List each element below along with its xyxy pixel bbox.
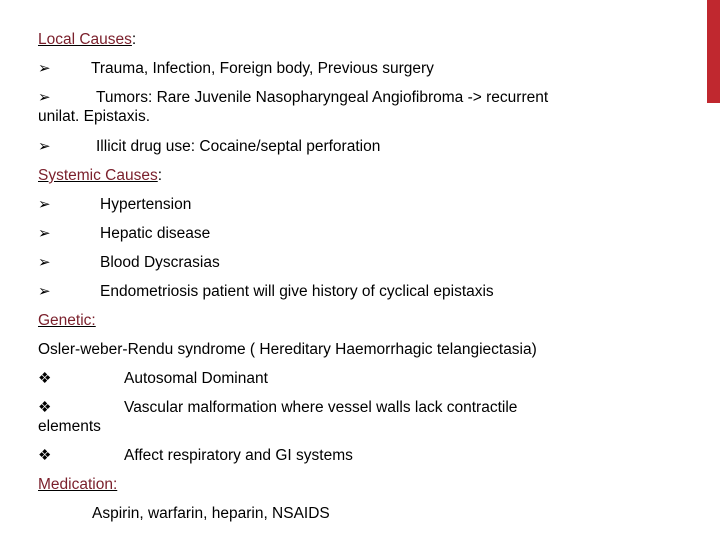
- local-causes-heading: Local Causes:: [38, 31, 137, 48]
- accent-bar: [707, 0, 720, 103]
- local-cause-item: Illicit drug use: Cocaine/septal perforation: [96, 138, 381, 155]
- arrow-bullet-icon: [38, 253, 51, 272]
- local-cause-item: Tumors: Rare Juvenile Nasopharyngeal Angiofibroma -> recurrent: [96, 89, 549, 106]
- systemic-cause-item: Hepatic disease: [100, 225, 211, 242]
- diamond-bullet-icon: [38, 398, 51, 417]
- arrow-bullet-icon: [38, 137, 51, 156]
- local-cause-item: Trauma, Infection, Foreign body, Previous surgery: [91, 60, 434, 77]
- genetic-syndrome: Osler-weber-Rendu syndrome ( Hereditary Haemorrhagic telangiectasia): [38, 341, 537, 358]
- genetic-heading: Genetic:: [38, 312, 96, 329]
- diamond-bullet-icon: [38, 369, 51, 388]
- arrow-bullet-icon: [38, 195, 51, 214]
- systemic-cause-item: Endometriosis patient will give history of cyclical epistaxis: [100, 283, 494, 300]
- arrow-bullet-icon: [38, 88, 51, 107]
- genetic-item: Autosomal Dominant: [124, 370, 268, 387]
- systemic-cause-item: Hypertension: [100, 196, 192, 213]
- genetic-item-continuation: elements: [38, 418, 101, 435]
- systemic-causes-heading: Systemic Causes:: [38, 167, 163, 184]
- systemic-cause-item: Blood Dyscrasias: [100, 254, 220, 271]
- genetic-item: Affect respiratory and GI systems: [124, 447, 353, 464]
- local-cause-item-continuation: unilat. Epistaxis.: [38, 108, 150, 125]
- genetic-item: Vascular malformation where vessel walls lack contractile: [124, 399, 518, 416]
- arrow-bullet-icon: [38, 224, 51, 243]
- arrow-bullet-icon: [38, 282, 51, 301]
- arrow-bullet-icon: [38, 59, 51, 78]
- diamond-bullet-icon: [38, 446, 51, 465]
- medication-heading: Medication:: [38, 476, 118, 493]
- medication-list: Aspirin, warfarin, heparin, NSAIDS: [92, 505, 330, 522]
